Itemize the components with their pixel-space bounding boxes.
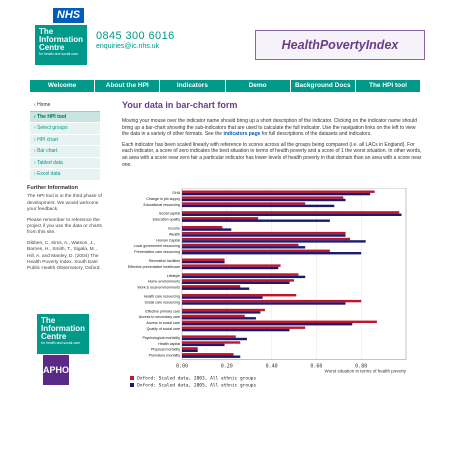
category-label: Quality of social care [146,327,180,331]
bar-2003 [182,217,258,219]
bar-2003 [182,279,294,281]
bar-2005 [182,302,346,304]
sidebar-item-hpi-chart[interactable]: › HPI chart [30,135,100,147]
sidebar-item-label: HPI chart [37,136,58,143]
bar-2005 [182,228,231,230]
x-tick-label: 0.00 [175,363,189,370]
apho-logo[interactable]: APHO [43,355,69,385]
ic-logo2-line1: The [41,316,56,325]
bar-2005 [182,234,346,236]
further-information [27,185,103,277]
sidebar-item-label: Tabled data [36,159,63,166]
further-heading: Further Information [27,185,79,191]
category-label: Human Capital [156,238,180,243]
category-label: GHA [172,191,180,195]
category-label: Health care resourcing [143,294,180,299]
sidebar-item-label: Excel data [37,171,61,177]
legend-swatch [130,376,134,380]
information-centre-logo[interactable] [35,25,87,65]
further-p2: Please remember to reference the project if you use the data or charts from this site. [27,217,102,236]
bar-2003 [182,353,234,355]
category-label: Work & local environments [137,285,180,290]
bar-2003 [182,244,298,246]
bar-2003 [182,232,346,234]
bar-2003 [182,300,361,302]
sidebar [30,100,100,181]
category-label: Lifestyle [166,273,180,278]
bar-2005 [182,344,225,346]
bar-2003 [182,285,240,287]
bar-2005 [182,311,260,313]
nav-background-docs[interactable]: Background Docs [291,80,356,92]
nav-indicators[interactable]: Indicators [160,80,225,92]
intro-text-a: Moving your mouse over the indicator name should bring up a short description of the indicator. Clicking on the indicator name should bring up a bar-chart showing the sub-indicators that are used to calculate the full indicator. Use the navigation links on the left to view the data in a variety of other formats. See the [122,118,417,138]
further-p1: The HPI tool is in the third phase of development. We would welcome your feedback. [27,194,102,212]
ic-logo-line3: Centre [39,43,65,52]
page-title: Your data in bar-chart form [122,100,238,110]
indicators-page-link[interactable]: indicators page [223,131,261,138]
sidebar-item-excel-data[interactable]: › Excel data [30,169,100,181]
category-label: Psychological morbidity [142,335,180,340]
x-axis-label: Worst situation in terms of health poverty [324,368,406,374]
x-tick-label: 0.60 [310,363,323,370]
ic-logo2-line3: Centre [41,332,67,341]
sidebar-item-label: Bar chart [37,148,58,154]
bar-2005 [182,267,278,269]
category-label: Effective primary care [145,309,180,314]
sidebar-item-bar-chart[interactable]: › Bar chart [30,146,100,158]
bar-2003 [182,327,305,329]
bar-2003 [182,264,281,266]
category-label: Income [168,226,180,231]
intro-paragraph [122,118,422,138]
bar-2005 [182,199,346,201]
nav-hpi-tool[interactable]: The HPI tool [368,82,407,89]
bar-2005 [182,329,290,331]
category-label: Education quality [152,217,180,222]
bar-2005 [182,323,352,325]
bar-2003 [182,226,222,228]
bar-2005 [182,205,334,207]
bar-2005 [182,296,263,298]
legend-label: Oxford: Scaled data, 2005, All ethnic groups [137,383,257,389]
bar-2005 [182,214,402,216]
nhs-logo: NHS [53,8,84,23]
bar-chart [122,188,422,456]
ic-logo-line1: The [39,27,54,36]
category-label: Access to social care [146,321,180,326]
nav-demo[interactable]: Demo [226,80,291,92]
category-label: Health capital [158,341,180,346]
sidebar-home[interactable]: ‹ Home [30,100,100,112]
category-label: Wealth [168,232,180,237]
category-label: Change in job supply [146,196,180,201]
category-label: Access to secondary care [138,315,180,320]
bar-2003 [182,309,265,311]
sidebar-item-tabled-data[interactable]: › Tabled data [30,158,100,170]
bar-2003 [182,294,296,296]
sidebar-home-label: Home [37,102,51,108]
bar-2005 [182,252,361,254]
bar-2003 [182,341,240,343]
bar-2005 [182,317,256,319]
bar-2005 [182,220,330,222]
ic-logo-line2: Information [39,35,83,44]
bar-2005 [182,246,305,248]
main-content [122,100,422,172]
main-nav [30,80,420,92]
scaling-paragraph: Each indicator has been scaled linearly with reference to scores across all the groups being compared (i.e. all LACs in England). For each indicator, a score of zero indicates the best situation in terms of health poverty and a score of 1 the worst situation. In other words, an area with a score near zero fair a particular indicator has lower levels of health poverty in that domain than an area with a score near one. [122,141,422,168]
bar-2005 [182,193,370,195]
category-label: Recreation facilities [148,259,180,263]
bar-2003 [182,238,350,240]
bar-2003 [182,202,305,204]
bar-2003 [182,259,225,261]
bar-2003 [182,335,236,337]
ic-logo2-line2: Information [41,324,85,333]
health-poverty-index-logo[interactable]: HealthPovertyIndex [255,30,425,60]
sidebar-section-hpi-tool[interactable]: ‹ The HPI tool [30,112,100,124]
bar-2003 [182,196,343,198]
nav-welcome[interactable]: Welcome [30,80,95,92]
bar-2003 [182,250,330,252]
nav-about[interactable]: About the HPI [95,80,160,92]
category-label: Home environments [147,279,180,284]
bar-2003 [182,273,298,275]
bar-2005 [182,356,240,358]
bar-2005 [182,288,249,290]
bar-2005 [182,261,225,263]
category-label: Preventative care resourcing [134,250,180,255]
ic-logo-tag: for health and social care [39,52,79,56]
category-label: Premature mortality [148,353,180,358]
bar-2005 [182,338,247,340]
bar-2005 [182,240,366,242]
sidebar-item-label: Select groups [37,125,68,131]
information-centre-logo-footer[interactable] [37,314,89,354]
category-label: Effective preventative healthcare [127,264,180,269]
bar-2003 [182,191,375,193]
category-label: Local government resourcing [133,244,180,249]
bar-2003 [182,211,399,213]
legend-label: Oxford: Scaled data, 2003, All ethnic groups [137,376,257,382]
bar-2003 [182,321,377,323]
email-link[interactable]: enquiries@ic.nhs.uk [96,43,160,50]
bar-2003 [182,315,245,317]
sidebar-item-select-groups[interactable]: › Select groups [30,123,100,135]
bar-2005 [182,282,290,284]
bar-2005 [182,276,305,278]
sidebar-section-label: The HPI tool [37,113,67,120]
phone-number: 0845 300 6016 [96,30,175,42]
further-citation: Dibben, C, Sims, A., Watson, J., Barnes, H., Smith, T., Sigala, M. , Hill, A. and Manley, D. (2004) The Health Poverty Index. South East Public Health Observatory, Oxford. [27,241,101,272]
x-tick-label: 0.80 [355,363,368,370]
legend-swatch [130,383,134,387]
bar-2005 [182,350,198,352]
x-tick-label: 0.20 [220,363,233,370]
category-label: Educational resourcing [143,202,180,207]
ic-logo2-tag: for health and social care [41,341,81,345]
bar-2003 [182,347,198,349]
category-label: Physical morbidity [151,347,180,352]
category-label: Social care resourcing [144,300,180,305]
intro-text-b: for full descriptions of the datasets and indicators. [260,131,372,138]
x-tick-label: 0.40 [265,363,278,370]
category-label: Social capital [158,211,180,216]
